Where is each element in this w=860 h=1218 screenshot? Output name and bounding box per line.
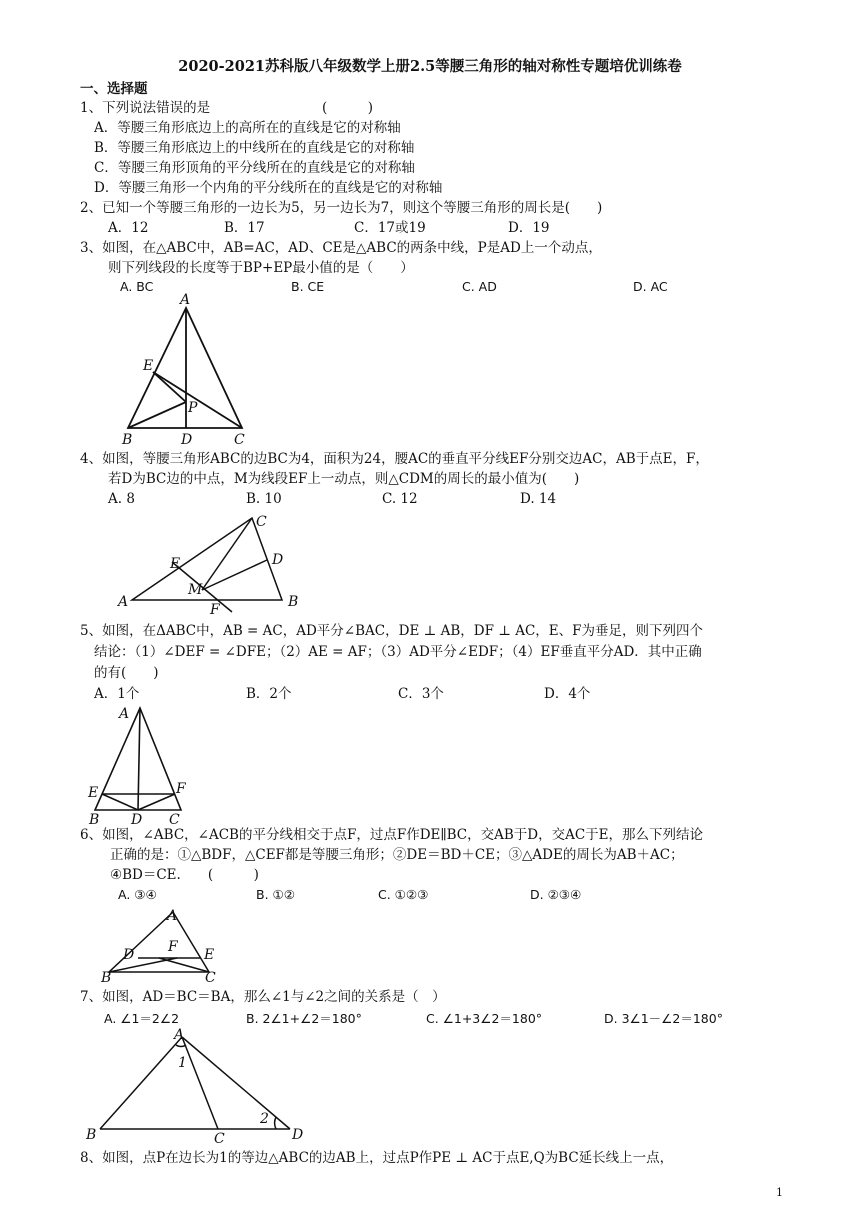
q5-label-d: D	[131, 812, 143, 827]
q7-label-1: 1	[178, 1055, 187, 1071]
q1-blank: ( )	[322, 100, 374, 116]
q3-figure	[110, 290, 270, 450]
q4-option-a: A. 8	[108, 491, 135, 507]
q6-option-a: A. ③④	[118, 887, 157, 902]
q4-label-c: C	[256, 514, 267, 530]
q6-option-c: C. ①②③	[378, 887, 429, 902]
q4-label-m: M	[188, 582, 203, 598]
q2-option-c: C．17或19	[354, 220, 426, 236]
section-heading: 一、选择题	[80, 81, 148, 97]
q3-label-c: C	[234, 432, 245, 448]
q3-segment-ep	[153, 372, 186, 402]
q5-stem-line2: 结论：（1）∠DEF = ∠DFE；（2）AE = AF；（3）AD平分∠EDF；（4）EF垂直平分AD．其中正确	[94, 644, 702, 660]
q4-option-c: C. 12	[382, 491, 418, 507]
q3-label-p: P	[188, 400, 198, 416]
q6-label-b: B	[101, 970, 112, 986]
q7-option-c: C. ∠1+3∠2＝180°	[426, 1011, 543, 1026]
q6-label-a: A	[167, 908, 178, 924]
q7-label-2: 2	[260, 1111, 269, 1127]
q7-option-d: D. 3∠1－∠2＝180°	[604, 1011, 723, 1026]
q7-stem: 7、如图，AD＝BC＝BA，那么∠1与∠2之间的关系是（ ）	[80, 989, 446, 1005]
q4-label-f: F	[210, 602, 220, 615]
q4-label-a: A	[118, 594, 129, 610]
q7-label-a: A	[174, 1027, 185, 1043]
q2-option-a: A．12	[108, 220, 149, 236]
q5-stem-line3: 的有( )	[94, 665, 159, 681]
q3-label-e: E	[143, 358, 154, 374]
q4-option-b: B. 10	[246, 491, 282, 507]
q7-side-ad	[182, 1037, 290, 1129]
q1-option-a: A．等腰三角形底边上的高所在的直线是它的对称轴	[94, 120, 401, 136]
q5-option-a: A．1个	[94, 686, 140, 702]
q6-triangle-abc	[109, 912, 209, 972]
q3-option-a: A. BC	[120, 279, 154, 294]
q1-option-b: B．等腰三角形底边上的中线所在的直线是它的对称轴	[94, 140, 415, 156]
q4-label-d: D	[272, 552, 284, 568]
q5-segment-de	[102, 794, 138, 810]
q7-side-ab	[100, 1037, 182, 1129]
q5-option-b: B．2个	[246, 686, 292, 702]
q6-label-d: D	[123, 947, 135, 963]
q5-label-e: E	[88, 785, 99, 801]
q3-option-b: B. CE	[291, 279, 325, 294]
q3-stem-line2: 则下列线段的长度等于BP+EP最小值的是（ ）	[108, 260, 414, 276]
q7-figure	[80, 1025, 320, 1145]
q6-figure	[95, 902, 225, 987]
page-number: 1	[776, 1186, 783, 1199]
q6-option-d: D. ②③④	[530, 887, 582, 902]
q7-option-b: B. 2∠1+∠2＝180°	[246, 1011, 362, 1026]
q5-option-d: D．4个	[544, 686, 591, 702]
q1-stem: 1、下列说法错误的是	[80, 100, 211, 116]
q3-option-d: D. AC	[633, 279, 668, 294]
q5-label-b: B	[89, 812, 100, 827]
q2-stem: 2、已知一个等腰三角形的一边长为5，另一边长为7，则这个等腰三角形的周长是( )	[80, 200, 603, 216]
q7-side-ac	[182, 1037, 218, 1129]
q6-label-c: C	[205, 970, 216, 986]
q3-label-d: D	[181, 432, 193, 448]
page-title: 2020-2021苏科版八年级数学上册2.5等腰三角形的轴对称性专题培优训练卷	[178, 58, 682, 75]
q6-label-f: F	[168, 939, 178, 955]
q3-stem-line1: 3、如图，在△ABC中，AB=AC，AD、CE是△ABC的两条中线，P是AD上一个动点，	[80, 240, 602, 256]
q3-label-a: A	[180, 292, 191, 308]
q4-label-b: B	[288, 594, 299, 610]
q5-option-c: C．3个	[398, 686, 444, 702]
q7-label-d: D	[292, 1127, 304, 1143]
q6-option-b: B. ①②	[256, 887, 295, 902]
q2-option-d: D．19	[508, 220, 550, 236]
q7-label-b: B	[86, 1127, 97, 1143]
q6-stem-line3: ④BD＝CE. ( )	[110, 867, 259, 883]
q4-label-e: E	[170, 556, 181, 572]
q5-stem-line1: 5、如图，在ΔABC中，AB = AC，AD平分∠BAC，DE ⊥ AB，DF ⊥ AC，E、F为垂足，则下列四个	[80, 623, 704, 639]
q7-option-a: A. ∠1＝2∠2	[104, 1011, 180, 1026]
q4-stem-line2: 若D为BC边的中点，M为线段EF上一动点，则△CDM的周长的最小值为( )	[108, 471, 580, 487]
q4-option-d: D. 14	[520, 491, 557, 507]
q6-stem-line1: 6、如图，∠ABC，∠ACB的平分线相交于点F，过点F作DE∥BC，交AB于D，交AC于E，那么下列结论	[80, 827, 704, 843]
q1-option-d: D．等腰三角形一个内角的平分线所在的直线是它的对称轴	[94, 180, 443, 196]
q5-label-a: A	[119, 706, 130, 722]
q5-segment-df	[138, 794, 175, 810]
q3-option-c: C. AD	[462, 279, 497, 294]
q5-label-c: C	[169, 812, 180, 827]
q7-label-c: C	[214, 1131, 225, 1145]
q7-angle-2-arc	[275, 1117, 276, 1129]
q7-angle-1-arc	[176, 1045, 186, 1047]
q5-label-f: F	[176, 781, 186, 797]
q6-label-e: E	[204, 947, 215, 963]
q3-segment-bp	[128, 402, 186, 428]
q5-figure	[85, 702, 195, 827]
q6-stem-line2: 正确的是：①△BDF，△CEF都是等腰三角形；②DE＝BD＋CE；③△ADE的周长为AB＋AC；	[110, 847, 684, 863]
q4-stem-line1: 4、如图，等腰三角形ABC的边BC为4，面积为24，腰AC的垂直平分线EF分别交边AC，AB于点E，F，	[80, 451, 709, 467]
q2-option-b: B．17	[224, 220, 265, 236]
q1-option-c: C．等腰三角形顶角的平分线所在的直线是它的对称轴	[94, 160, 415, 176]
q8-stem: 8、如图，点P在边长为1的等边△ABC的边AB上，过点P作PE ⊥ AC于点E,Q为BC延长线上一点，	[80, 1150, 674, 1166]
q4-figure	[110, 510, 310, 615]
q3-label-b: B	[122, 432, 133, 448]
